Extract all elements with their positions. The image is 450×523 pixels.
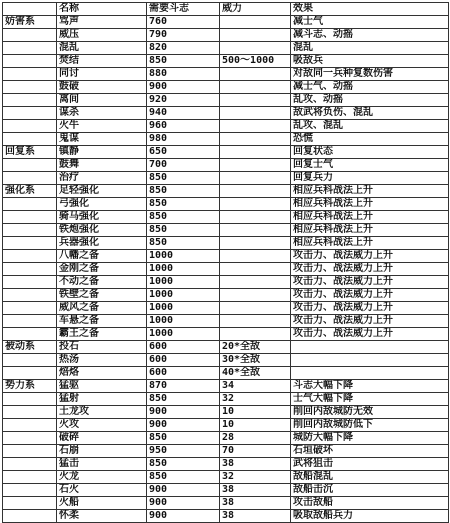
power-cell: 38 (220, 484, 291, 497)
required-morale-cell: 850 (147, 393, 220, 406)
category-cell (3, 42, 57, 55)
table-row (3, 172, 449, 185)
header-effect: 效果 (291, 3, 449, 16)
required-morale-cell: 850 (147, 458, 220, 471)
required-morale-cell: 900 (147, 81, 220, 94)
name-cell: 鬼谋 (57, 133, 147, 146)
power-cell: 40*全敌 (220, 367, 291, 380)
effect-cell: 相应兵科战法上升 (291, 224, 449, 237)
power-cell: 32 (220, 393, 291, 406)
table-row (3, 393, 449, 406)
effect-cell: 攻击敌船 (291, 497, 449, 510)
category-cell: 妨害系 (3, 16, 57, 29)
category-cell (3, 497, 57, 510)
table-row (3, 458, 449, 471)
name-cell: 焚结 (57, 55, 147, 68)
category-cell (3, 471, 57, 484)
table-row (3, 328, 449, 341)
power-cell (220, 172, 291, 185)
category-cell (3, 94, 57, 107)
name-cell: 威风之备 (57, 302, 147, 315)
effect-cell: 相应兵科战法上升 (291, 198, 449, 211)
table-row (3, 133, 449, 146)
category-cell (3, 458, 57, 471)
required-morale-cell: 850 (147, 185, 220, 198)
required-morale-cell: 700 (147, 159, 220, 172)
table-row (3, 432, 449, 445)
name-cell: 骑马强化 (57, 211, 147, 224)
name-cell: 离间 (57, 94, 147, 107)
table-row (3, 484, 449, 497)
effect-cell: 敌船混乱 (291, 471, 449, 484)
effect-cell: 减斗志、动摇 (291, 29, 449, 42)
table-row (3, 55, 449, 68)
category-cell (3, 55, 57, 68)
required-morale-cell: 980 (147, 133, 220, 146)
required-morale-cell: 1000 (147, 315, 220, 328)
required-morale-cell: 880 (147, 68, 220, 81)
header-category (3, 3, 57, 16)
effect-cell: 相应兵科战法上升 (291, 211, 449, 224)
power-cell (220, 146, 291, 159)
category-cell: 被动系 (3, 341, 57, 354)
table-row (3, 497, 449, 510)
name-cell: 车悬之备 (57, 315, 147, 328)
power-cell (220, 315, 291, 328)
name-cell: 镇静 (57, 146, 147, 159)
category-cell (3, 432, 57, 445)
power-cell (220, 81, 291, 94)
effect-cell: 吸敌兵 (291, 55, 449, 68)
effect-cell: 回复兵力 (291, 172, 449, 185)
required-morale-cell: 850 (147, 55, 220, 68)
category-cell (3, 81, 57, 94)
required-morale-cell: 850 (147, 471, 220, 484)
required-morale-cell: 1000 (147, 302, 220, 315)
effect-cell: 减士气、动摇 (291, 81, 449, 94)
header-name: 名称 (57, 3, 147, 16)
table-row (3, 94, 449, 107)
category-cell (3, 237, 57, 250)
name-cell: 霸王之备 (57, 328, 147, 341)
effect-cell: 削回内敌城防低下 (291, 419, 449, 432)
power-cell (220, 211, 291, 224)
table-row (3, 263, 449, 276)
header-power: 威力 (220, 3, 291, 16)
header-row (3, 3, 449, 16)
name-cell: 猛射 (57, 393, 147, 406)
power-cell (220, 29, 291, 42)
table-row (3, 120, 449, 133)
required-morale-cell: 790 (147, 29, 220, 42)
power-cell: 38 (220, 497, 291, 510)
category-cell (3, 211, 57, 224)
name-cell: 弓强化 (57, 198, 147, 211)
name-cell: 铁炮强化 (57, 224, 147, 237)
required-morale-cell: 920 (147, 94, 220, 107)
required-morale-cell: 600 (147, 354, 220, 367)
required-morale-cell: 1000 (147, 276, 220, 289)
table-row (3, 146, 449, 159)
category-cell (3, 445, 57, 458)
category-cell (3, 263, 57, 276)
required-morale-cell: 760 (147, 16, 220, 29)
category-cell (3, 354, 57, 367)
power-cell (220, 289, 291, 302)
name-cell: 石崩 (57, 445, 147, 458)
required-morale-cell: 900 (147, 484, 220, 497)
effect-cell: 恐慌 (291, 133, 449, 146)
category-cell: 回复系 (3, 146, 57, 159)
table-row (3, 276, 449, 289)
name-cell: 威压 (57, 29, 147, 42)
required-morale-cell: 850 (147, 172, 220, 185)
effect-cell: 石垣破坏 (291, 445, 449, 458)
category-cell (3, 159, 57, 172)
effect-cell: 城防大幅下降 (291, 432, 449, 445)
required-morale-cell: 850 (147, 224, 220, 237)
name-cell: 不动之备 (57, 276, 147, 289)
table-row (3, 354, 449, 367)
effect-cell: 武将狙击 (291, 458, 449, 471)
table-row (3, 81, 449, 94)
name-cell: 火船 (57, 497, 147, 510)
category-cell (3, 120, 57, 133)
power-cell: 38 (220, 510, 291, 523)
table-row (3, 510, 449, 523)
effect-cell: 攻击力、战法威力上升 (291, 315, 449, 328)
required-morale-cell: 820 (147, 42, 220, 55)
name-cell: 鼓舞 (57, 159, 147, 172)
power-cell (220, 107, 291, 120)
category-cell (3, 68, 57, 81)
category-cell (3, 224, 57, 237)
power-cell (220, 250, 291, 263)
table-row (3, 107, 449, 120)
required-morale-cell: 960 (147, 120, 220, 133)
power-cell (220, 42, 291, 55)
category-cell (3, 133, 57, 146)
category-cell (3, 302, 57, 315)
required-morale-cell: 1000 (147, 250, 220, 263)
table-row (3, 250, 449, 263)
power-cell (220, 237, 291, 250)
category-cell (3, 276, 57, 289)
power-cell (220, 263, 291, 276)
name-cell: 铁壁之备 (57, 289, 147, 302)
name-cell: 破碎 (57, 432, 147, 445)
name-cell: 兵器强化 (57, 237, 147, 250)
category-cell (3, 367, 57, 380)
power-cell (220, 198, 291, 211)
effect-cell (291, 354, 449, 367)
effect-cell (291, 341, 449, 354)
skills-table (2, 2, 449, 523)
table-row (3, 367, 449, 380)
effect-cell (291, 367, 449, 380)
table-row (3, 380, 449, 393)
power-cell (220, 328, 291, 341)
table-row (3, 445, 449, 458)
table-row (3, 185, 449, 198)
effect-cell: 攻击力、战法威力上升 (291, 302, 449, 315)
category-cell (3, 289, 57, 302)
power-cell: 10 (220, 406, 291, 419)
effect-cell: 对敌同一兵种复数伤害 (291, 68, 449, 81)
power-cell (220, 68, 291, 81)
required-morale-cell: 1000 (147, 263, 220, 276)
table-row (3, 289, 449, 302)
effect-cell: 攻击力、战法威力上升 (291, 263, 449, 276)
required-morale-cell: 900 (147, 419, 220, 432)
effect-cell: 攻击力、战法威力上升 (291, 276, 449, 289)
power-cell: 30*全敌 (220, 354, 291, 367)
category-cell (3, 510, 57, 523)
power-cell: 34 (220, 380, 291, 393)
effect-cell: 攻击力、战法威力上升 (291, 328, 449, 341)
table-row (3, 315, 449, 328)
table-row (3, 302, 449, 315)
power-cell (220, 276, 291, 289)
name-cell: 火龙 (57, 471, 147, 484)
category-cell: 势力系 (3, 380, 57, 393)
name-cell: 金刚之备 (57, 263, 147, 276)
power-cell: 38 (220, 458, 291, 471)
table-row (3, 68, 449, 81)
power-cell: 500～1000 (220, 55, 291, 68)
effect-cell: 乱攻、动摇 (291, 94, 449, 107)
category-cell (3, 315, 57, 328)
effect-cell: 攻击力、战法威力上升 (291, 250, 449, 263)
name-cell: 石火 (57, 484, 147, 497)
table-row (3, 198, 449, 211)
power-cell (220, 159, 291, 172)
category-cell (3, 393, 57, 406)
effect-cell: 削回内敌城防无效 (291, 406, 449, 419)
table-row (3, 16, 449, 29)
header-required-morale: 需要斗志 (147, 3, 220, 16)
category-cell (3, 419, 57, 432)
power-cell (220, 94, 291, 107)
category-cell (3, 107, 57, 120)
effect-cell: 相应兵科战法上升 (291, 237, 449, 250)
power-cell: 32 (220, 471, 291, 484)
effect-cell: 敌船击沉 (291, 484, 449, 497)
name-cell: 投石 (57, 341, 147, 354)
category-cell (3, 198, 57, 211)
name-cell: 八幡之备 (57, 250, 147, 263)
table-row (3, 29, 449, 42)
required-morale-cell: 900 (147, 510, 220, 523)
required-morale-cell: 900 (147, 406, 220, 419)
name-cell: 鼓破 (57, 81, 147, 94)
name-cell: 火牛 (57, 120, 147, 133)
category-cell (3, 29, 57, 42)
name-cell: 怀柔 (57, 510, 147, 523)
effect-cell: 敌武将负伤、混乱 (291, 107, 449, 120)
name-cell: 谋杀 (57, 107, 147, 120)
required-morale-cell: 650 (147, 146, 220, 159)
category-cell: 强化系 (3, 185, 57, 198)
table-row (3, 211, 449, 224)
power-cell (220, 133, 291, 146)
name-cell: 土龙攻 (57, 406, 147, 419)
power-cell (220, 185, 291, 198)
required-morale-cell: 850 (147, 211, 220, 224)
name-cell: 骂声 (57, 16, 147, 29)
effect-cell: 减士气 (291, 16, 449, 29)
effect-cell: 攻击力、战法威力上升 (291, 289, 449, 302)
name-cell: 混乱 (57, 42, 147, 55)
required-morale-cell: 1000 (147, 289, 220, 302)
required-morale-cell: 600 (147, 341, 220, 354)
category-cell (3, 484, 57, 497)
power-cell (220, 302, 291, 315)
effect-cell: 斗志大幅下降 (291, 380, 449, 393)
name-cell: 治疗 (57, 172, 147, 185)
required-morale-cell: 900 (147, 497, 220, 510)
power-cell: 10 (220, 419, 291, 432)
required-morale-cell: 940 (147, 107, 220, 120)
power-cell: 28 (220, 432, 291, 445)
category-cell (3, 172, 57, 185)
name-cell: 猛驱 (57, 380, 147, 393)
effect-cell: 回复士气 (291, 159, 449, 172)
name-cell: 足轻强化 (57, 185, 147, 198)
required-morale-cell: 850 (147, 198, 220, 211)
power-cell: 70 (220, 445, 291, 458)
table-row (3, 341, 449, 354)
table-row (3, 406, 449, 419)
table-row (3, 471, 449, 484)
effect-cell: 乱攻、混乱 (291, 120, 449, 133)
required-morale-cell: 850 (147, 237, 220, 250)
power-cell (220, 16, 291, 29)
table-row (3, 159, 449, 172)
power-cell (220, 224, 291, 237)
table-row (3, 237, 449, 250)
effect-cell: 相应兵科战法上升 (291, 185, 449, 198)
effect-cell: 混乱 (291, 42, 449, 55)
power-cell: 20*全敌 (220, 341, 291, 354)
table-row (3, 419, 449, 432)
name-cell: 焙烙 (57, 367, 147, 380)
name-cell: 热汤 (57, 354, 147, 367)
category-cell (3, 406, 57, 419)
category-cell (3, 250, 57, 263)
effect-cell: 回复状态 (291, 146, 449, 159)
required-morale-cell: 850 (147, 432, 220, 445)
required-morale-cell: 950 (147, 445, 220, 458)
effect-cell: 吸取敌船兵力 (291, 510, 449, 523)
name-cell: 猛击 (57, 458, 147, 471)
effect-cell: 士气大幅下降 (291, 393, 449, 406)
name-cell: 火攻 (57, 419, 147, 432)
power-cell (220, 120, 291, 133)
table-row (3, 42, 449, 55)
table-row (3, 224, 449, 237)
required-morale-cell: 870 (147, 380, 220, 393)
required-morale-cell: 1000 (147, 328, 220, 341)
required-morale-cell: 600 (147, 367, 220, 380)
category-cell (3, 328, 57, 341)
name-cell: 同讨 (57, 68, 147, 81)
